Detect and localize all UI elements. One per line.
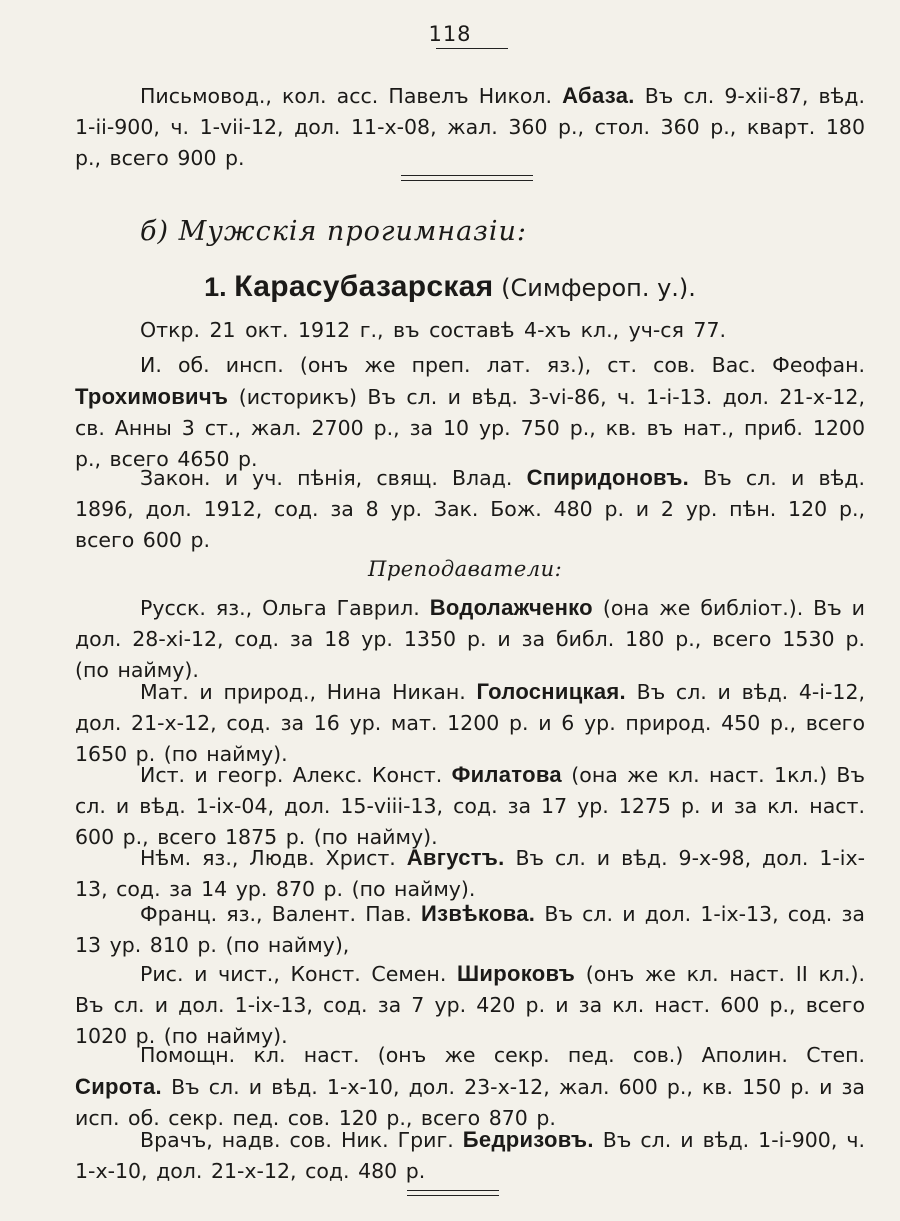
double-rule-divider <box>407 1190 499 1196</box>
entry-role: Помощн. кл. наст. (онъ же секр. пед. сов.) Аполин. Степ. <box>140 1043 865 1067</box>
school-opened-line: Откр. 21 окт. 1912 г., въ составѣ 4-хъ кл., уч-ся 77. <box>140 318 727 342</box>
page-number-rule <box>436 48 508 49</box>
entry-details: Въ сл. и вѣд. 4-i-12, дол. 21-x-12, сод. за 16 ур. мат. 1200 р. и 6 ур. природ. 450 р., всего 1650 р. (по найму). <box>75 680 865 766</box>
entry-teacher <box>75 759 865 853</box>
entry-surname: Голосницкая. <box>476 679 626 704</box>
entry-surname: Трохимовичъ <box>75 384 229 409</box>
entry-surname: Филатова <box>451 762 562 787</box>
entry-details: (историкъ) Въ сл. и вѣд. 3-vi-86, ч. 1-i-13. дол. 21-x-12, св. Анны 3 ст., жал. 2700 р., за 10 ур. 750 р., кв. въ нат., приб. 1200 р., всего 4650 р. <box>75 385 865 471</box>
entry-role: Рис. и чист., Конст. Семен. <box>140 962 458 986</box>
entry-role: Врачъ, надв. сов. Ник. Григ. <box>140 1128 463 1152</box>
teachers-heading: Преподаватели: <box>368 557 563 581</box>
entry-details: (она же кл. наст. 1кл.) Въ сл. и вѣд. 1-ix-04, дол. 15-viii-13, сод. за 17 ур. 1275 р. и за кл. наст. 600 р., всего 1875 р. (по найму). <box>75 763 865 849</box>
entry-role: Закон. и уч. пѣнія, свящ. Влад. <box>140 466 527 490</box>
entry-role: Мат. и природ., Нина Никан. <box>140 680 477 704</box>
school-title <box>0 270 900 304</box>
entry-doctor <box>75 1124 865 1187</box>
entry-clerk <box>75 80 865 174</box>
entry-surname: Извѣкова. <box>421 901 536 926</box>
school-number: 1. <box>204 272 227 302</box>
entry-surname: Бедризовъ. <box>462 1127 594 1152</box>
entry-teacher <box>75 958 865 1052</box>
page-number: 118 <box>428 22 472 46</box>
section-title: б) Мужскія прогимназіи: <box>140 216 528 247</box>
entry-details: Въ сл. и вѣд. 1-x-10, дол. 23-x-12, жал. 600 р., кв. 150 р. и за исп. об. секр. пед. сов. 120 р., всего 870 р. <box>75 1075 865 1130</box>
entry-role: Нѣм. яз., Людв. Христ. <box>140 846 407 870</box>
entry-teacher <box>75 676 865 770</box>
entry-details: Въ сл. 9-xii-87, вѣд. 1-ii-900, ч. 1-vii-12, дол. 11-x-08, жал. 360 р., стол. 360 р., кварт. 180 р., всего 900 р. <box>75 84 865 170</box>
entry-details: (она же библіот.). Въ и дол. 28-xi-12, сод. за 18 ур. 1350 р. и за библ. 180 р., всего 1530 р. (по найму). <box>75 596 865 682</box>
entry-surname: Водолажченко <box>429 595 593 620</box>
double-rule-divider <box>401 175 533 181</box>
entry-details: (онъ же кл. наст. II кл.). Въ сл. и дол. 1-ix-13, сод. за 7 ур. 420 р. и за кл. наст. 600 р., всего 1020 р. (по найму). <box>75 962 865 1048</box>
entry-details: Въ сл. и вѣд. 9-x-98, дол. 1-ix-13, сод. за 14 ур. 870 р. (по найму). <box>75 846 865 901</box>
entry-role: Русск. яз., Ольга Гаврил. <box>140 596 430 620</box>
entry-role: Ист. и геогр. Алекс. Конст. <box>140 763 452 787</box>
entry-surname: Августъ. <box>406 845 505 870</box>
entry-surname: Спиридоновъ. <box>526 465 690 490</box>
entry-role: Письмовод., кол. асс. Павелъ Никол. <box>140 84 563 108</box>
entry-surname: Абаза. <box>562 83 635 108</box>
entry-role: И. об. инсп. (онъ же преп. лат. яз.), ст. сов. Вас. Феофан. <box>140 353 865 377</box>
school-region: (Симфероп. у.). <box>493 274 696 302</box>
entry-details: Въ сл. и вѣд. 1896, дол. 1912, сод. за 8 ур. Зак. Бож. 480 р. и 2 ур. пѣн. 120 р., всего 600 р. <box>75 466 865 552</box>
entry-surname: Широковъ <box>457 961 576 986</box>
entry-priest <box>75 462 865 556</box>
entry-surname: Сирота. <box>75 1074 162 1099</box>
entry-details: Въ сл. и дол. 1-ix-13, сод. за 13 ур. 810 р. (по найму), <box>75 902 865 957</box>
school-name: Карасубазарская <box>234 270 494 303</box>
entry-role: Франц. яз., Валент. Пав. <box>140 902 421 926</box>
entry-inspector <box>75 350 865 475</box>
entry-details: Въ сл. и вѣд. 1-i-900, ч. 1-x-10, дол. 21-x-12, сод. 480 р. <box>75 1128 865 1183</box>
entry-teacher <box>75 1040 865 1134</box>
entry-teacher <box>75 842 865 905</box>
entry-teacher <box>75 592 865 686</box>
entry-teacher <box>75 898 865 961</box>
